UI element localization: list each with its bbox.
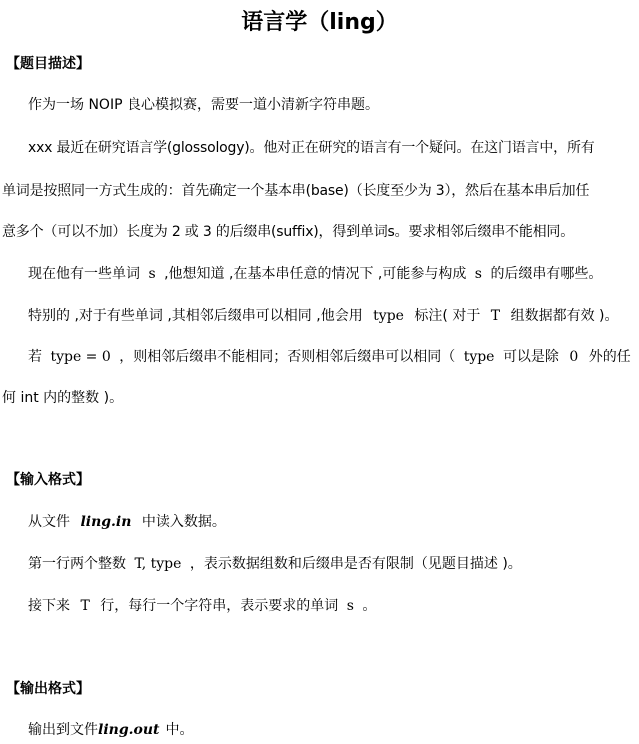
text-segment: 接下来 bbox=[28, 598, 70, 614]
math-vars-T-type: T, type bbox=[134, 556, 182, 572]
text-segment: ,他想知道 ,在基本串任意的情况下 ,可能参与构成 bbox=[164, 266, 467, 282]
math-var-type: type bbox=[463, 349, 495, 365]
section-header-output: 【输出格式】 bbox=[6, 681, 90, 697]
text-segment: 的后缀串有哪些。 bbox=[490, 266, 603, 282]
math-num-0: 0 bbox=[569, 349, 579, 365]
input-line-next-rows bbox=[28, 596, 376, 616]
paragraph-background-line-3: 意多个（可以不加）长度为 2 或 3 的后缀串(suffix)，得到单词s。要求相邻后缀串不能相同。 bbox=[2, 224, 575, 240]
math-var-T: T bbox=[80, 598, 90, 614]
text-segment: 外的任 bbox=[588, 349, 631, 365]
text-segment: 特别的 ,对于有些单词 ,其相邻后缀串可以相同 ,他会用 bbox=[28, 308, 363, 324]
text-segment: 第一行两个整数 bbox=[28, 556, 126, 572]
paragraph-intro: 作为一场 NOIP 良心模拟赛，需要一道小清新字符串题。 bbox=[28, 97, 379, 113]
paragraph-type-rule-line-2: 何 int 内的整数 )。 bbox=[2, 390, 124, 406]
text-segment: 行，每行一个字符串，表示要求的单词 bbox=[100, 598, 339, 614]
text-segment: ，表示数据组数和后缀串是否有限制（见题目描述 )。 bbox=[189, 556, 522, 572]
text-segment: 从文件 bbox=[28, 514, 70, 530]
text-segment: 输出到文件 bbox=[28, 722, 98, 738]
text-segment: 组数据都有效 )。 bbox=[510, 308, 619, 324]
output-line-file bbox=[28, 720, 193, 740]
text-segment: 标注( 对于 bbox=[414, 308, 481, 324]
math-var-s: s bbox=[346, 598, 354, 614]
paragraph-question bbox=[28, 264, 602, 284]
text-segment: ，则相邻后缀串不能相同；否则相邻后缀串可以相同（ bbox=[119, 349, 456, 365]
text-segment: 若 bbox=[28, 349, 42, 365]
paragraph-background-line-2: 单词是按照同一方式生成的：首先确定一个基本串(base)（长度至少为 3），然后在基本串后加任 bbox=[2, 183, 590, 199]
text-segment: 可以是除 bbox=[502, 349, 559, 365]
text-segment: 。 bbox=[362, 598, 377, 614]
section-header-description: 【题目描述】 bbox=[6, 56, 90, 72]
math-var-s: s bbox=[148, 266, 156, 282]
math-var-type: type bbox=[373, 308, 404, 324]
math-var-T: T bbox=[490, 308, 501, 324]
input-line-file bbox=[28, 512, 226, 532]
math-expr-type-eq-0: type = 0 bbox=[50, 349, 111, 365]
text-segment: 现在他有一些单词 bbox=[28, 266, 140, 282]
input-line-first-row bbox=[28, 554, 522, 574]
paragraph-type-rule-line-1 bbox=[28, 347, 631, 367]
input-filename: ling.in bbox=[80, 514, 132, 530]
page-title: 语言学（ling） bbox=[241, 10, 398, 35]
paragraph-background-line-1: xxx 最近在研究语言学(glossology)。他对正在研究的语言有一个疑问。在这门语言中，所有 bbox=[28, 140, 595, 156]
text-segment: 中。 bbox=[165, 722, 194, 738]
math-var-s: s bbox=[474, 266, 482, 282]
section-header-input: 【输入格式】 bbox=[6, 472, 90, 488]
output-filename: ling.out bbox=[98, 722, 160, 738]
text-segment: 中读入数据。 bbox=[141, 514, 226, 530]
paragraph-special bbox=[28, 306, 619, 326]
